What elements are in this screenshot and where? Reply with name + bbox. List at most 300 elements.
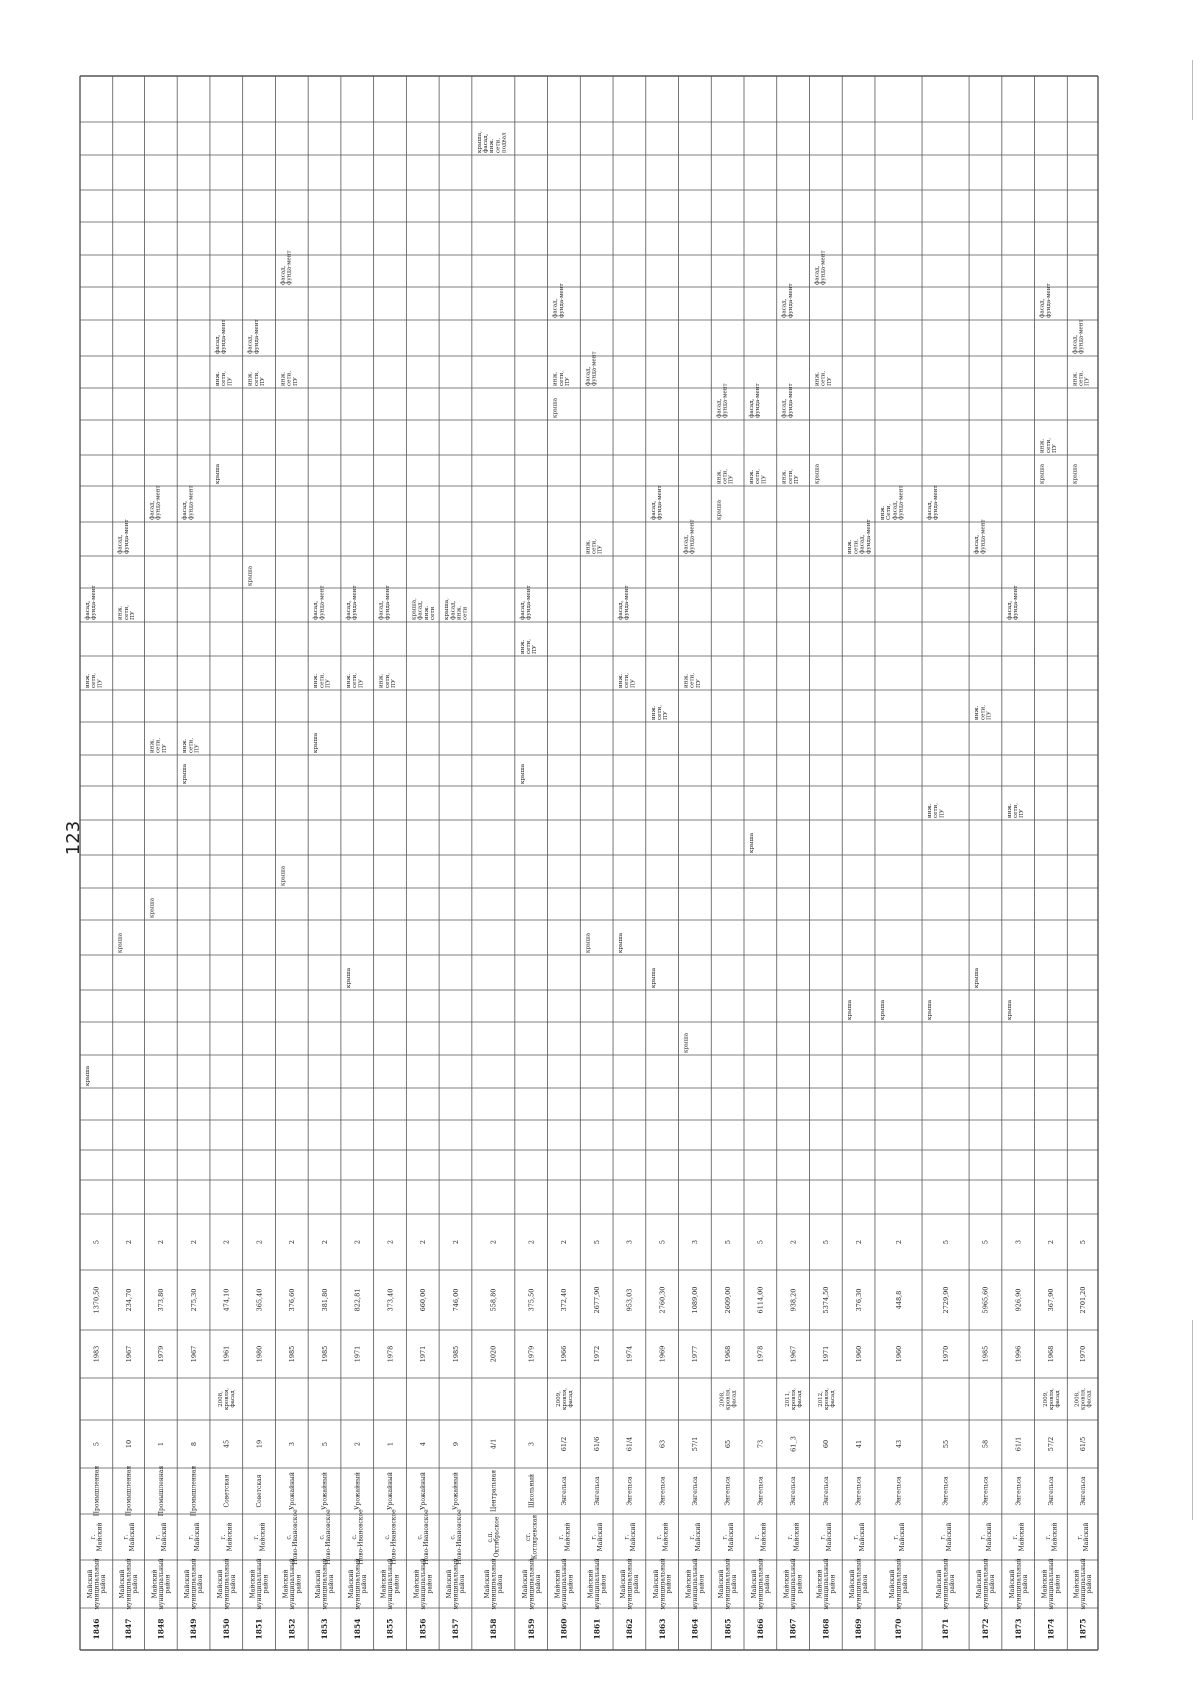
- svg-text:инж.сети,ПУ: инж.сети,ПУ: [683, 672, 702, 688]
- svg-text:Энгельса: Энгельса: [593, 1476, 601, 1506]
- svg-text:1972: 1972: [592, 1345, 601, 1363]
- svg-text:фасад,фунда-мент: фасад,фунда-мент: [814, 250, 827, 285]
- svg-text:фасад,фунда-мент: фасад,фунда-мент: [1039, 283, 1052, 318]
- house-number-cell: [190, 1442, 198, 1446]
- work-cell: [379, 673, 397, 688]
- svg-text:крыша: крыша: [1006, 999, 1013, 1020]
- floors-cell: [1079, 1240, 1087, 1244]
- svg-text:1856: 1856: [418, 1618, 428, 1640]
- svg-text:2: 2: [255, 1239, 264, 1245]
- street-cell: [93, 1466, 100, 1517]
- area-cell: [157, 1289, 165, 1312]
- svg-text:1970: 1970: [941, 1345, 950, 1363]
- row-number: [1047, 1619, 1056, 1640]
- work-cell: [973, 519, 986, 554]
- svg-text:Промышленная: Промышленная: [125, 1465, 133, 1517]
- svg-text:3: 3: [288, 1441, 297, 1447]
- work-cell: [880, 999, 886, 1020]
- build-year-cell: [560, 1346, 568, 1363]
- svg-text:1848: 1848: [156, 1618, 166, 1640]
- work-cell: [1072, 371, 1090, 386]
- house-number-cell: [490, 1439, 498, 1449]
- street-cell: [256, 1474, 263, 1507]
- work-cell: [926, 485, 939, 520]
- svg-text:г.Майский: г.Майский: [187, 1522, 201, 1552]
- district-cell: [816, 1558, 836, 1609]
- svg-text:фасад,фунда-мент: фасад,фунда-мент: [378, 585, 391, 620]
- svg-text:Энгельса: Энгельса: [626, 1476, 634, 1506]
- svg-text:с.Ново-Ивановское: с.Ново-Ивановское: [285, 1509, 300, 1565]
- work-cell: [847, 999, 853, 1020]
- floors-cell: [982, 1240, 990, 1244]
- scan-edge-line: [1192, 60, 1193, 120]
- work-cell: [520, 763, 526, 784]
- svg-text:1967: 1967: [124, 1345, 133, 1363]
- work-cell: [312, 585, 325, 620]
- svg-text:крыша: крыша: [716, 499, 723, 520]
- svg-text:инж.сети,ПУ: инж.сети,ПУ: [214, 370, 234, 386]
- district-cell: [315, 1558, 335, 1609]
- svg-text:г.Майский: г.Майский: [623, 1522, 637, 1552]
- svg-text:фасад,фунда-мент: фасад,фунда-мент: [280, 250, 293, 285]
- svg-text:инж.сети,ПУ: инж.сети,ПУ: [814, 370, 833, 386]
- build-year-cell: [386, 1346, 394, 1363]
- svg-text:1974: 1974: [625, 1345, 634, 1363]
- svg-text:1865: 1865: [723, 1618, 733, 1640]
- district-cell: [976, 1558, 996, 1609]
- work-cell: [781, 283, 794, 318]
- svg-text:Майскиймуниципальныйрайон: Майскиймуниципальныйрайон: [446, 1558, 467, 1610]
- settlement-cell: [122, 1523, 136, 1552]
- svg-text:крыша: крыша: [927, 999, 934, 1020]
- svg-text:5: 5: [92, 1441, 101, 1447]
- svg-text:Энгельса: Энгельса: [1079, 1476, 1087, 1506]
- build-year-cell: [942, 1346, 950, 1363]
- floors-cell: [223, 1240, 231, 1244]
- svg-text:инж.сети,ПУ: инж.сети,ПУ: [1039, 437, 1058, 453]
- svg-text:2009,кровля,фасад: 2009,кровля,фасад: [1042, 1387, 1061, 1411]
- svg-text:1978: 1978: [756, 1345, 765, 1363]
- area-cell: [982, 1287, 990, 1314]
- street-cell: [158, 1466, 165, 1517]
- district-cell: [1073, 1558, 1093, 1609]
- work-cell: [553, 371, 571, 386]
- row-number: [756, 1619, 765, 1640]
- district-cell: [1009, 1558, 1029, 1609]
- district-cell: [446, 1558, 466, 1609]
- area-cell: [789, 1289, 797, 1312]
- svg-text:1850: 1850: [221, 1618, 231, 1640]
- svg-text:1867: 1867: [788, 1618, 798, 1640]
- street-cell: [790, 1476, 797, 1506]
- svg-text:крыша: крыша: [974, 967, 981, 988]
- svg-text:2: 2: [157, 1239, 166, 1245]
- area-cell: [626, 1289, 634, 1312]
- svg-text:9: 9: [451, 1441, 460, 1447]
- svg-text:1960: 1960: [854, 1345, 863, 1363]
- svg-text:375,50: 375,50: [527, 1288, 536, 1312]
- svg-text:инж.сети,ПУ: инж.сети,ПУ: [585, 538, 604, 554]
- build-year-cell: [190, 1346, 198, 1363]
- svg-text:3: 3: [625, 1239, 634, 1245]
- street-cell: [757, 1476, 764, 1506]
- svg-text:с.Ново-Ивановское: с.Ново-Ивановское: [416, 1509, 431, 1565]
- svg-text:фасад,фунда-мент: фасад,фунда-мент: [650, 485, 663, 520]
- row-number: [353, 1619, 362, 1640]
- work-cell: [1071, 319, 1084, 354]
- svg-text:2009,кровля,фасад: 2009,кровля,фасад: [555, 1387, 574, 1411]
- svg-text:Майскиймуниципальныйрайон: Майскиймуниципальныйрайон: [315, 1558, 336, 1610]
- house-number-cell: [157, 1442, 165, 1446]
- district-cell: [555, 1558, 575, 1609]
- svg-text:крыша: крыша: [247, 565, 254, 586]
- svg-text:Майскиймуниципальныйрайон: Майскиймуниципальныйрайон: [119, 1558, 140, 1610]
- svg-text:г.Майский: г.Майский: [688, 1522, 703, 1552]
- district-cell: [849, 1558, 869, 1609]
- svg-text:Промышленная: Промышленная: [93, 1465, 101, 1517]
- svg-text:381,80: 381,80: [320, 1288, 329, 1312]
- build-year-cell: [255, 1346, 263, 1363]
- svg-text:г.Майский: г.Майский: [557, 1522, 572, 1552]
- row-number: [189, 1619, 198, 1640]
- svg-text:2609,00: 2609,00: [723, 1286, 732, 1314]
- street-cell: [1015, 1476, 1022, 1506]
- svg-text:г.Майский: г.Майский: [786, 1522, 801, 1552]
- svg-text:крыша: крыша: [749, 832, 756, 853]
- build-year-cell: [724, 1346, 732, 1363]
- svg-text:1971: 1971: [419, 1345, 428, 1363]
- svg-text:Советская: Советская: [256, 1474, 264, 1508]
- svg-text:2: 2: [560, 1239, 569, 1245]
- svg-text:746,00: 746,00: [451, 1288, 460, 1312]
- district-cell: [751, 1558, 771, 1609]
- svg-text:фасад,фунда-мент: фасад,фунда-мент: [618, 585, 631, 620]
- work-cell: [1006, 585, 1019, 620]
- repair-history-cell: [818, 1388, 836, 1410]
- svg-text:Майскиймуниципальныйрайон: Майскиймуниципальныйрайон: [413, 1558, 434, 1610]
- page-number: 123: [63, 820, 84, 856]
- area-cell: [93, 1287, 101, 1314]
- svg-text:инж.Сети,фасад,фунда-мент: инж.Сети,фасад,фунда-мент: [879, 485, 905, 520]
- house-number-cell: [1079, 1437, 1087, 1452]
- area-cell: [560, 1289, 568, 1312]
- svg-text:58: 58: [981, 1439, 990, 1449]
- svg-text:фасад,фунда-мент: фасад,фунда-мент: [585, 351, 598, 386]
- work-cell: [553, 397, 559, 418]
- settlement-cell: [417, 1509, 431, 1565]
- svg-text:372,40: 372,40: [560, 1288, 569, 1312]
- svg-text:Майскиймуниципальныйрайон: Майскиймуниципальныйрайон: [783, 1558, 804, 1610]
- work-cell: [617, 585, 630, 620]
- svg-text:373,40: 373,40: [386, 1288, 395, 1312]
- svg-text:1863: 1863: [657, 1618, 667, 1640]
- svg-text:1874: 1874: [1046, 1618, 1056, 1640]
- svg-text:фасад,фунда-мент: фасад,фунда-мент: [683, 519, 696, 554]
- floors-cell: [452, 1240, 460, 1244]
- svg-text:1852: 1852: [287, 1618, 297, 1640]
- svg-text:1851: 1851: [254, 1618, 264, 1640]
- floors-cell: [658, 1240, 666, 1244]
- build-year-cell: [490, 1346, 498, 1363]
- build-year-cell: [1047, 1346, 1055, 1363]
- svg-text:Энгельса: Энгельса: [1048, 1476, 1056, 1506]
- street-cell: [289, 1472, 296, 1510]
- svg-text:Майскиймуниципальныйрайон: Майскиймуниципальныйрайон: [816, 1558, 837, 1610]
- svg-text:55: 55: [941, 1439, 950, 1449]
- svg-text:крыша: крыша: [585, 932, 592, 953]
- svg-text:2011,кровля,фасад: 2011,кровля,фасад: [785, 1387, 804, 1411]
- work-cell: [782, 469, 800, 484]
- svg-text:крыша: крыша: [618, 932, 625, 953]
- svg-text:Майскиймуниципальныйрайон: Майскиймуниципальныйрайон: [1073, 1558, 1094, 1610]
- svg-text:с.п.Октябрьское: с.п.Октябрьское: [487, 1516, 501, 1558]
- svg-text:65: 65: [723, 1439, 732, 1449]
- house-number-cell: [855, 1440, 863, 1448]
- house-number-cell: [724, 1440, 732, 1448]
- work-cell: [1007, 803, 1025, 818]
- floors-cell: [560, 1240, 568, 1244]
- svg-text:5: 5: [723, 1239, 732, 1245]
- area-cell: [223, 1289, 231, 1312]
- street-cell: [387, 1472, 394, 1510]
- svg-text:инж.сети,ПУ: инж.сети,ПУ: [974, 704, 993, 720]
- floors-cell: [354, 1240, 362, 1244]
- svg-text:2: 2: [489, 1239, 498, 1245]
- svg-text:фасад,фунда-мент: фасад,фунда-мент: [117, 519, 130, 554]
- work-cell: [1039, 283, 1052, 318]
- svg-text:5374,50: 5374,50: [822, 1286, 831, 1314]
- svg-text:45: 45: [222, 1439, 231, 1449]
- district-cell: [250, 1558, 270, 1609]
- work-cell: [280, 865, 286, 886]
- work-cell: [552, 283, 565, 318]
- house-number-cell: [895, 1440, 903, 1448]
- svg-text:1857: 1857: [451, 1618, 461, 1640]
- repair-history-cell: [218, 1388, 236, 1410]
- svg-text:1862: 1862: [625, 1618, 635, 1640]
- work-cell: [346, 967, 352, 988]
- svg-text:г.Майский: г.Майский: [721, 1522, 735, 1552]
- district-cell: [119, 1558, 139, 1609]
- svg-text:10: 10: [124, 1439, 133, 1449]
- svg-text:1866: 1866: [755, 1618, 765, 1640]
- svg-text:1853: 1853: [320, 1618, 330, 1640]
- house-number-cell: [321, 1442, 329, 1446]
- work-cell: [749, 469, 767, 484]
- svg-text:крыша: крыша: [1039, 463, 1046, 484]
- work-cell: [651, 705, 669, 720]
- district-cell: [620, 1558, 640, 1609]
- settlement-cell: [286, 1509, 300, 1565]
- svg-text:фасад,фунда-мент: фасад,фунда-мент: [552, 283, 565, 318]
- area-cell: [757, 1287, 765, 1314]
- settlement-cell: [852, 1523, 866, 1552]
- svg-text:373,80: 373,80: [157, 1288, 166, 1312]
- svg-text:г.Майский: г.Майский: [154, 1522, 169, 1552]
- work-cell: [519, 585, 532, 620]
- svg-text:с.Ново-Ивановское: с.Ново-Ивановское: [318, 1509, 332, 1565]
- district-cell: [184, 1558, 204, 1609]
- build-year-cell: [354, 1346, 362, 1363]
- build-year-cell: [757, 1346, 765, 1363]
- svg-text:1996: 1996: [1014, 1345, 1023, 1363]
- svg-text:инж.сети,ПУ: инж.сети,ПУ: [650, 704, 670, 720]
- svg-text:1985: 1985: [288, 1345, 297, 1363]
- work-cell: [684, 673, 702, 688]
- svg-text:2: 2: [894, 1239, 903, 1245]
- svg-text:1960: 1960: [894, 1345, 903, 1363]
- row-number: [156, 1619, 165, 1640]
- svg-text:г.Майский: г.Майский: [656, 1522, 670, 1552]
- district-cell: [936, 1558, 956, 1609]
- row-number: [1078, 1619, 1087, 1640]
- svg-text:Майскиймуниципальныйрайон: Майскиймуниципальныйрайон: [936, 1558, 957, 1610]
- svg-text:инж.сети,ПУ: инж.сети,ПУ: [149, 737, 168, 753]
- svg-text:с.Ново-Ивановское: с.Ново-Ивановское: [383, 1509, 398, 1565]
- district-cell: [522, 1558, 542, 1609]
- build-year-cell: [321, 1346, 329, 1363]
- svg-text:инж.сети,ПУ: инж.сети,ПУ: [552, 370, 571, 386]
- svg-text:376,60: 376,60: [288, 1288, 297, 1312]
- work-cell: [927, 803, 945, 818]
- svg-text:крыша: крыша: [85, 1065, 91, 1086]
- work-cell: [117, 519, 130, 554]
- svg-text:Энгельса: Энгельса: [757, 1476, 765, 1506]
- svg-text:5: 5: [320, 1441, 329, 1447]
- svg-text:Майскиймуниципальныйрайон: Майскиймуниципальныйрайон: [652, 1558, 673, 1610]
- svg-text:фасад,фунда-мент: фасад,фунда-мент: [85, 585, 98, 620]
- svg-text:Урожайный: Урожайный: [288, 1472, 296, 1510]
- house-number-cell: [593, 1437, 601, 1452]
- row-number: [625, 1619, 634, 1640]
- street-cell: [126, 1466, 133, 1517]
- street-cell: [983, 1476, 990, 1506]
- floors-cell: [895, 1240, 903, 1244]
- build-year-cell: [658, 1346, 666, 1363]
- work-cell: [378, 585, 391, 620]
- house-number-cell: [1014, 1437, 1022, 1452]
- svg-text:61/2: 61/2: [560, 1436, 569, 1452]
- floors-cell: [757, 1240, 765, 1244]
- street-cell: [322, 1472, 329, 1510]
- work-cell: [651, 967, 657, 988]
- svg-text:Промышленная: Промышленная: [157, 1465, 165, 1517]
- svg-text:Советская: Советская: [223, 1474, 231, 1508]
- svg-text:19: 19: [255, 1439, 264, 1449]
- work-cell: [215, 463, 221, 484]
- svg-text:61/4: 61/4: [625, 1436, 634, 1452]
- work-cell: [280, 371, 298, 386]
- work-cell: [1072, 463, 1078, 484]
- svg-text:2: 2: [451, 1239, 460, 1245]
- floors-cell: [1014, 1240, 1022, 1244]
- svg-text:61/6: 61/6: [592, 1436, 601, 1452]
- row-number: [592, 1619, 601, 1640]
- settlement-cell: [689, 1523, 703, 1552]
- svg-text:Урожайный: Урожайный: [354, 1472, 362, 1510]
- build-year-cell: [1079, 1346, 1087, 1363]
- svg-text:1985: 1985: [451, 1345, 460, 1363]
- svg-text:фасад,фунда-мент: фасад,фунда-мент: [927, 485, 940, 520]
- floors-cell: [157, 1240, 165, 1244]
- svg-text:2: 2: [222, 1239, 231, 1245]
- svg-text:Майскиймуниципальныйрайон: Майскиймуниципальныйрайон: [282, 1558, 303, 1610]
- row-number: [723, 1619, 732, 1640]
- svg-text:41: 41: [854, 1439, 863, 1449]
- svg-text:с.Ново-Ивановское: с.Ново-Ивановское: [449, 1509, 463, 1565]
- svg-text:Майскиймуниципальныйрайон: Майскиймуниципальныйрайон: [347, 1558, 368, 1610]
- svg-text:г.Майский: г.Майский: [122, 1522, 136, 1552]
- svg-text:крыша: крыша: [313, 732, 320, 753]
- floors-cell: [822, 1240, 830, 1244]
- svg-text:Майскиймуниципальныйрайон: Майскиймуниципальныйрайон: [620, 1558, 641, 1610]
- svg-text:57/2: 57/2: [1047, 1436, 1056, 1452]
- work-cell: [214, 319, 227, 354]
- svg-text:фасад,фунда-мент: фасад,фунда-мент: [1072, 319, 1085, 354]
- area-cell: [942, 1287, 950, 1314]
- svg-text:Урожайный: Урожайный: [452, 1472, 460, 1510]
- svg-text:61/5: 61/5: [1078, 1436, 1087, 1452]
- svg-text:Майскиймуниципальныйрайон: Майскиймуниципальныйрайон: [750, 1558, 771, 1610]
- work-cell: [182, 738, 200, 753]
- svg-text:Майскиймуниципальныйрайон: Майскиймуниципальныйрайон: [849, 1558, 870, 1610]
- svg-text:инж.сети,ПУ: инж.сети,ПУ: [345, 672, 365, 688]
- svg-text:2760,30: 2760,30: [658, 1286, 667, 1314]
- area-cell: [593, 1287, 601, 1314]
- svg-text:крыша: крыша: [683, 1032, 690, 1053]
- svg-text:Майскиймуниципальныйрайон: Майскиймуниципальныйрайон: [1008, 1558, 1029, 1610]
- district-cell: [889, 1558, 909, 1609]
- district-cell: [484, 1558, 504, 1609]
- svg-text:63: 63: [658, 1439, 667, 1449]
- work-cell: [880, 485, 905, 520]
- row-number: [124, 1619, 133, 1640]
- svg-text:1871: 1871: [941, 1618, 951, 1640]
- svg-text:660,00: 660,00: [419, 1288, 428, 1312]
- house-number-cell: [527, 1442, 535, 1446]
- svg-text:1969: 1969: [658, 1345, 667, 1363]
- work-cell: [974, 705, 992, 720]
- work-cell: [85, 673, 103, 688]
- work-cell: [84, 585, 97, 620]
- svg-text:Энгельса: Энгельса: [790, 1476, 798, 1506]
- row-number: [789, 1619, 798, 1640]
- svg-text:Урожайный: Урожайный: [419, 1472, 427, 1510]
- work-cell: [346, 673, 364, 688]
- svg-text:1967: 1967: [789, 1345, 798, 1363]
- svg-text:г.Майский: г.Майский: [754, 1522, 768, 1552]
- svg-text:Энгельса: Энгельса: [822, 1476, 830, 1506]
- settlement-cell: [820, 1523, 834, 1552]
- svg-text:крыша: крыша: [214, 463, 221, 484]
- street-cell: [354, 1472, 361, 1510]
- svg-text:5: 5: [981, 1239, 990, 1245]
- svg-text:г.Майский: г.Майский: [590, 1522, 605, 1552]
- area-cell: [724, 1287, 732, 1314]
- svg-text:Энгельса: Энгельса: [982, 1476, 990, 1506]
- house-number-cell: [288, 1442, 296, 1446]
- settlement-cell: [449, 1509, 463, 1565]
- svg-text:фасад,фунда-мент: фасад,фунда-мент: [519, 585, 533, 620]
- street-cell: [856, 1476, 863, 1506]
- svg-text:Майскиймуниципальныйрайон: Майскиймуниципальныйрайон: [976, 1558, 997, 1610]
- svg-text:Промышленная: Промышленная: [190, 1465, 198, 1517]
- svg-text:1869: 1869: [854, 1618, 864, 1640]
- work-cell: [248, 565, 254, 586]
- build-year-cell: [982, 1346, 990, 1363]
- svg-text:крыша: крыша: [814, 463, 821, 484]
- work-cell: [313, 673, 331, 688]
